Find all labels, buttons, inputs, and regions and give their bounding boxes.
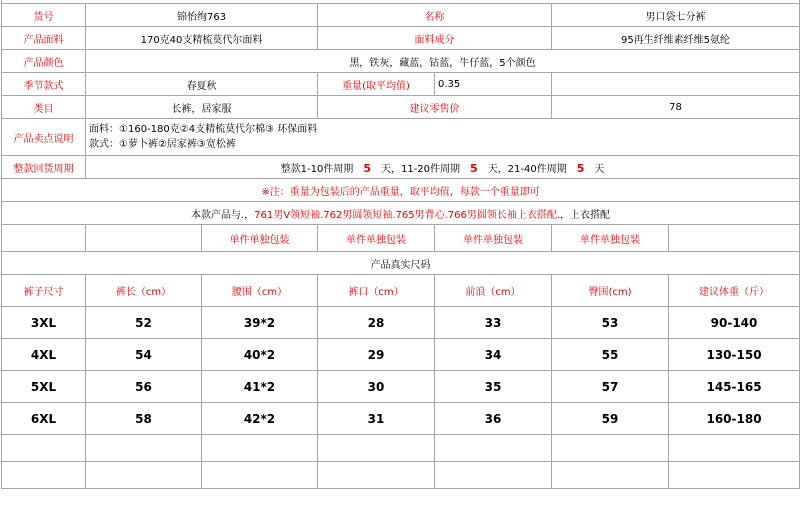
- size-cell: 40*2: [202, 339, 318, 371]
- size-header-row: [2, 275, 800, 307]
- row-season: [2, 73, 800, 96]
- size-row-empty: [2, 435, 800, 462]
- size-cell: 5XL: [2, 371, 86, 403]
- cycle-a-unit: 天，11-20件周期: [380, 163, 461, 175]
- size-cell: 130-150: [669, 339, 800, 371]
- spec-table: [1, 0, 800, 489]
- selling-line-style: 款式：①萝卜裤②居家裤③宽松裤: [89, 139, 236, 150]
- row-size-title: [2, 252, 800, 275]
- empty-cell: [552, 435, 669, 462]
- name-value: 男口袋七分裤: [552, 4, 800, 27]
- size-cell: 53: [552, 307, 669, 339]
- colors-value: 黑，铁灰，藏蓝，钴蓝，牛仔蓝，5个颜色: [86, 50, 800, 73]
- size-cell: 36: [435, 403, 552, 435]
- label-category: 类目: [2, 96, 86, 119]
- fabric-value: 170克40支精梳莫代尔面料: [86, 27, 318, 50]
- packaging-blank-c: [669, 225, 800, 252]
- combo-prefix: 本款产品与.，: [190, 209, 255, 221]
- cycle-c-days: 5: [576, 161, 585, 175]
- label-price: 建议零售价: [318, 96, 552, 119]
- empty-cell: [435, 462, 552, 489]
- cycle-c-unit: 天: [594, 163, 605, 175]
- size-header-cell: 裤口（cm）: [318, 275, 435, 307]
- size-cell: 59: [552, 403, 669, 435]
- label-composition: 面料成分: [318, 27, 552, 50]
- combo-highlight: 761男V领短袖.762男圆领短袖.765男背心.766男圆领长袖上衣搭配.: [254, 209, 561, 221]
- size-cell: 31: [318, 403, 435, 435]
- size-cell: 55: [552, 339, 669, 371]
- size-row-3xl: [2, 307, 800, 339]
- label-selling: 产品卖点说明: [2, 119, 86, 156]
- combo-suffix: ，上衣搭配: [560, 209, 611, 221]
- category-value: 长裤，居家服: [86, 96, 318, 119]
- size-table-title: 产品真实尺码: [2, 252, 800, 275]
- size-cell: 28: [318, 307, 435, 339]
- combo-info: [2, 202, 800, 225]
- packaging-cell: 单件单独包装: [435, 225, 552, 252]
- label-name: 名称: [318, 4, 552, 27]
- size-cell: 54: [86, 339, 202, 371]
- empty-cell: [202, 462, 318, 489]
- row-color: [2, 50, 800, 73]
- empty-cell: [86, 462, 202, 489]
- size-header-cell: 建议体重（斤）: [669, 275, 800, 307]
- selling-points: [86, 119, 800, 156]
- size-header-cell: 前浪（cm）: [435, 275, 552, 307]
- row-fabric: [2, 27, 800, 50]
- size-cell: 160-180: [669, 403, 800, 435]
- size-header-cell: 裤长（cm）: [86, 275, 202, 307]
- size-cell: 34: [435, 339, 552, 371]
- label-item-no: 货号: [2, 4, 86, 27]
- cycle-a-text: 整款1-10件周期: [280, 163, 354, 175]
- packaging-cell: 单件单独包装: [202, 225, 318, 252]
- label-fabric: 产品面料: [2, 27, 86, 50]
- row-category: [2, 96, 800, 119]
- row-packaging: [2, 225, 800, 252]
- price-value: 78: [552, 96, 800, 119]
- size-cell: 52: [86, 307, 202, 339]
- size-row-4xl: [2, 339, 800, 371]
- weight-note: ※注：重量为包装后的产品重量，取平均值，每款一个重量即可: [2, 179, 800, 202]
- size-cell: 39*2: [202, 307, 318, 339]
- size-cell: 33: [435, 307, 552, 339]
- label-season: 季节款式: [2, 73, 86, 96]
- size-cell: 58: [86, 403, 202, 435]
- packaging-cell: 单件单独包装: [318, 225, 435, 252]
- size-cell: 6XL: [2, 403, 86, 435]
- cycle-a-days: 5: [363, 161, 371, 175]
- label-cycle: 整款回货周期: [2, 156, 86, 179]
- empty-cell: [669, 435, 800, 462]
- size-cell: 90-140: [669, 307, 800, 339]
- empty-cell: [86, 435, 202, 462]
- season-row-blank: [552, 73, 800, 96]
- empty-cell: [2, 435, 86, 462]
- packaging-cell: 单件单独包装: [552, 225, 669, 252]
- size-cell: 41*2: [202, 371, 318, 403]
- empty-cell: [202, 435, 318, 462]
- size-cell: 57: [552, 371, 669, 403]
- packaging-blank-b: [86, 225, 202, 252]
- composition-value: 95再生纤维素纤维5氨纶: [552, 27, 800, 50]
- size-cell: 3XL: [2, 307, 86, 339]
- size-header-cell: 腰围（cm）: [202, 275, 318, 307]
- weight-value: 0.35: [435, 73, 552, 96]
- size-row-6xl: [2, 403, 800, 435]
- row-item-no: [2, 4, 800, 27]
- cycle-value: [86, 156, 800, 179]
- item-no-value: 锦怡绚763: [86, 4, 318, 27]
- size-header-cell: 臀围(cm): [552, 275, 669, 307]
- size-cell: 35: [435, 371, 552, 403]
- empty-cell: [669, 462, 800, 489]
- size-cell: 56: [86, 371, 202, 403]
- empty-cell: [318, 435, 435, 462]
- size-cell: 29: [318, 339, 435, 371]
- size-cell: 30: [318, 371, 435, 403]
- packaging-blank-a: [2, 225, 86, 252]
- size-row-empty: [2, 462, 800, 489]
- row-cycle: [2, 156, 800, 179]
- label-weight: 重量(取平均值): [318, 73, 435, 96]
- size-cell: 4XL: [2, 339, 86, 371]
- empty-cell: [552, 462, 669, 489]
- row-note: [2, 179, 800, 202]
- empty-cell: [318, 462, 435, 489]
- size-row-5xl: [2, 371, 800, 403]
- cycle-b-days: 5: [470, 161, 478, 175]
- row-selling-points: [2, 119, 800, 156]
- season-value: 春夏秋: [86, 73, 318, 96]
- label-color: 产品颜色: [2, 50, 86, 73]
- row-combo: [2, 202, 800, 225]
- cycle-b-unit: 天，21-40件周期: [487, 163, 567, 175]
- selling-line-fabric: 面料：①160-180克②4支精梳莫代尔棉③ 环保面料: [89, 124, 318, 135]
- size-cell: 145-165: [669, 371, 800, 403]
- empty-cell: [2, 462, 86, 489]
- size-cell: 42*2: [202, 403, 318, 435]
- empty-cell: [435, 435, 552, 462]
- size-header-cell: 裤子尺寸: [2, 275, 86, 307]
